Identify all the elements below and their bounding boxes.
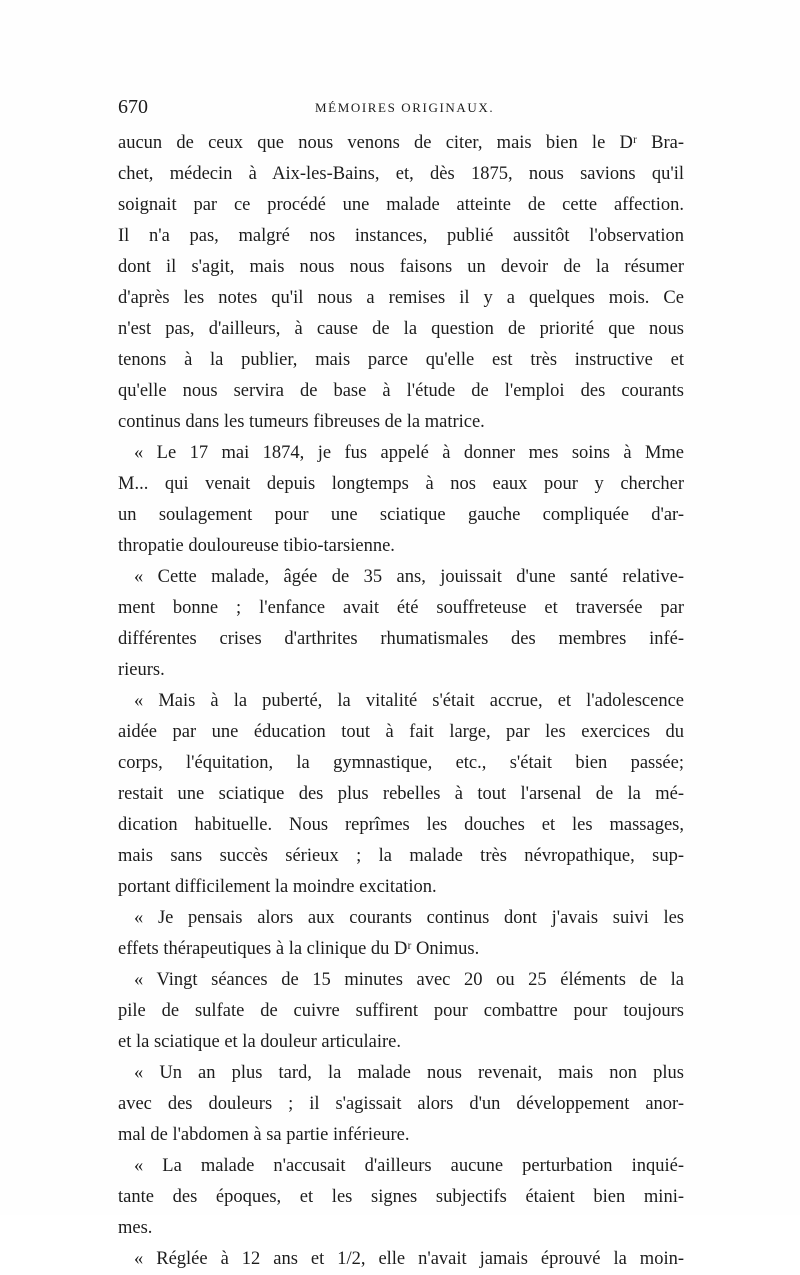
text-line: pile de sulfate de cuivre suffirent pour combattre pour toujours xyxy=(118,1001,684,1021)
text-line: avec des douleurs ; il s'agissait alors d'un développement anor- xyxy=(118,1094,684,1114)
text-line: dont il s'agit, mais nous nous faisons un devoir de la résumer xyxy=(118,257,684,277)
text-line: corps, l'équitation, la gymnastique, etc., s'était bien passée; xyxy=(118,753,684,773)
text-line: d'après les notes qu'il nous a remises il y a quelques mois. Ce xyxy=(118,288,684,308)
text-line: mais sans succès sérieux ; la malade très névropathique, sup- xyxy=(118,846,684,866)
text-line: chet, médecin à Aix-les-Bains, et, dès 1875, nous savions qu'il xyxy=(118,164,684,184)
text-line: tante des époques, et les signes subjectifs étaient bien mini- xyxy=(118,1187,684,1207)
text-line: rieurs. xyxy=(118,660,165,680)
text-line: effets thérapeutiques à la clinique du Dʳ Onimus. xyxy=(118,939,480,959)
text-line: « Un an plus tard, la malade nous revenait, mais non plus xyxy=(134,1063,684,1083)
running-title: MÉMOIRES ORIGINAUX. xyxy=(315,100,495,115)
text-line: qu'elle nous servira de base à l'étude de l'emploi des courants xyxy=(118,381,684,401)
text-line: « Réglée à 12 ans et 1/2, elle n'avait jamais éprouvé la moin- xyxy=(134,1249,684,1269)
text-line: « Le 17 mai 1874, je fus appelé à donner mes soins à Mme xyxy=(134,443,684,463)
text-line: mal de l'abdomen à sa partie inférieure. xyxy=(118,1125,410,1145)
text-line: « Vingt séances de 15 minutes avec 20 ou 25 éléments de la xyxy=(134,970,684,990)
text-line: ment bonne ; l'enfance avait été souffreteuse et traversée par xyxy=(118,598,684,618)
text-line: « Cette malade, âgée de 35 ans, jouissait d'une santé relative- xyxy=(134,567,684,587)
text-line: aucun de ceux que nous venons de citer, mais bien le Dʳ Bra- xyxy=(118,133,684,153)
text-line: restait une sciatique des plus rebelles à tout l'arsenal de la mé- xyxy=(118,784,684,804)
text-line: dication habituelle. Nous reprîmes les douches et les massages, xyxy=(118,815,684,835)
page-number: 670 xyxy=(118,96,148,118)
text-line: n'est pas, d'ailleurs, à cause de la question de priorité que nous xyxy=(118,319,684,339)
text-line: différentes crises d'arthrites rhumatismales des membres infé- xyxy=(118,629,684,649)
text-line: aidée par une éducation tout à fait large, par les exercices du xyxy=(118,722,684,742)
text-line: et la sciatique et la douleur articulaire. xyxy=(118,1032,402,1052)
body-text xyxy=(118,128,684,1275)
text-line: « La malade n'accusait d'ailleurs aucune perturbation inquié- xyxy=(134,1156,684,1176)
text-line: mes. xyxy=(118,1218,153,1238)
text-line: thropatie douloureuse tibio-tarsienne. xyxy=(118,536,395,556)
text-line: M... qui venait depuis longtemps à nos eaux pour y chercher xyxy=(118,474,684,494)
text-line: Il n'a pas, malgré nos instances, publié aussitôt l'observation xyxy=(118,226,684,246)
text-line: portant difficilement la moindre excitation. xyxy=(118,877,437,897)
text-line: un soulagement pour une sciatique gauche compliquée d'ar- xyxy=(118,505,684,525)
text-line: « Je pensais alors aux courants continus dont j'avais suivi les xyxy=(134,908,684,928)
running-header xyxy=(118,95,684,119)
text-line: continus dans les tumeurs fibreuses de la matrice. xyxy=(118,412,485,432)
text-line: tenons à la publier, mais parce qu'elle est très instructive et xyxy=(118,350,684,370)
text-line: soignait par ce procédé une malade atteinte de cette affection. xyxy=(118,195,684,215)
text-line: « Mais à la puberté, la vitalité s'était accrue, et l'adolescence xyxy=(134,691,684,711)
